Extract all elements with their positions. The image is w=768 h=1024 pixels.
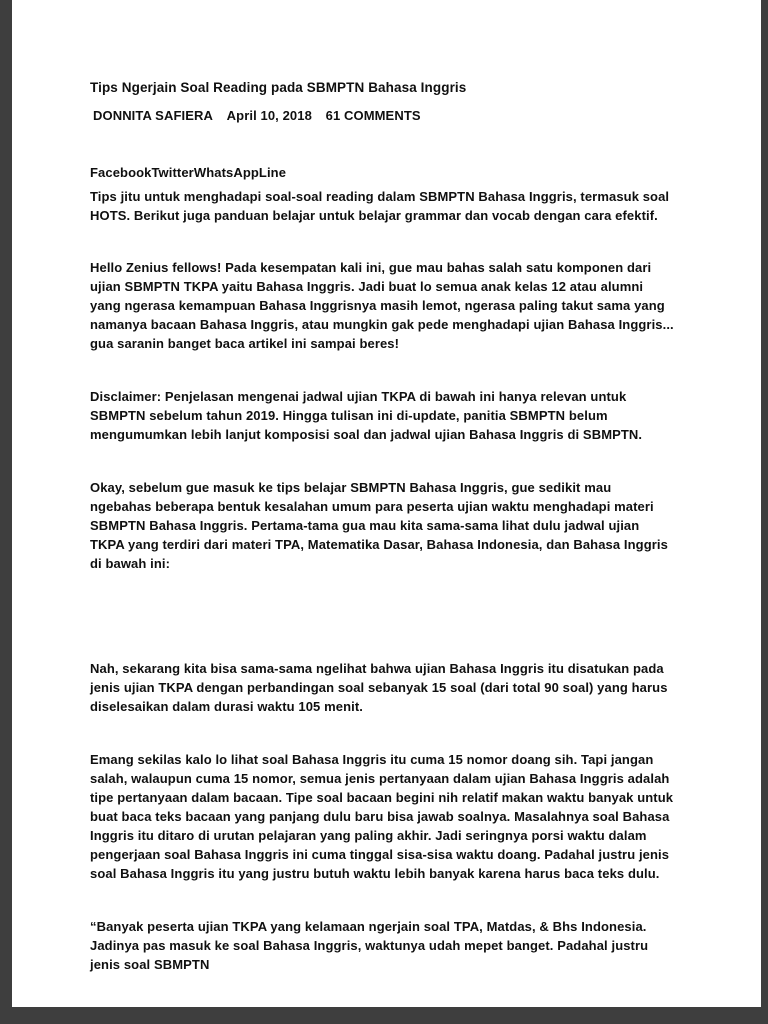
share-twitter-link[interactable]: Twitter [151,165,194,180]
document-content [12,0,761,974]
article-title: Tips Ngerjain Soal Reading pada SBMPTN Bahasa Inggris [90,80,467,95]
author-name: DONNITA SAFIERA [93,108,213,123]
article-paragraph-disclaimer: Disclaimer: Penjelasan mengenai jadwal ujian TKPA di bawah ini hanya relevan untuk SBMPTN sebelum tahun 2019. Hingga tulisan ini di-update, panitia SBMPTN belum mengumumkan lebih lanjut komposisi soal dan jadwal ujian Bahasa Inggris di SBMPTN. [90,389,643,442]
article-paragraph-nah: Nah, sekarang kita bisa sama-sama ngelihat bahwa ujian Bahasa Inggris itu disatukan pada jenis ujian TKPA dengan perbandingan soal sebanyak 15 soal (dari total 90 soal) yang harus diselesaikan dalam durasi waktu 105 menit. [90,661,668,714]
document-page [12,0,761,1007]
article-paragraph-quote: “Banyak peserta ujian TKPA yang kelamaan ngerjain soal TPA, Matdas, & Bhs Indonesia. Jadinya pas masuk ke soal Bahasa Inggris, waktunya udah mepet banget. Padahal justru jenis soal SBMPTN [90,919,649,972]
article-paragraph-okay: Okay, sebelum gue masuk ke tips belajar SBMPTN Bahasa Inggris, gue sedikit mau ngebahas beberapa bentuk kesalahan umum para peserta ujian waktu menghadapi materi SBMPTN Bahasa Inggris. Pertama-tama gua mau kita sama-sama lihat dulu jadwal ujian TKPA yang terdiri dari materi TPA, Matematika Dasar, Bahasa Indonesia, dan Bahasa Inggris di bawah ini: [90,480,668,571]
article-body [90,187,675,974]
comments-count: 61 COMMENTS [325,108,421,123]
article-paragraph-hello: Hello Zenius fellows! Pada kesempatan kali ini, gue mau bahas salah satu komponen dari ujian SBMPTN TKPA yaitu Bahasa Inggris. Jadi buat lo semua anak kelas 12 atau alumni yang ngerasa kemampuan Bahasa Inggrisnya masih lemot, ngerasa paling takut sama yang namanya bacaan Bahasa Inggris, atau mungkin gak pede menghadapi ujian Bahasa Inggris... gua saranin banget baca artikel ini sampai beres! [90,260,674,351]
article-paragraph-emang: Emang sekilas kalo lo lihat soal Bahasa Inggris itu cuma 15 nomor doang sih. Tapi jangan salah, walaupun cuma 15 nomor, semua jenis pertanyaan dalam ujian Bahasa Inggris adalah tipe pertanyaan dalam bacaan. Tipe soal bacaan begini nih relatif makan waktu banyak untuk buat baca teks bacaan yang panjang dulu baru bisa jawab soalnya. Masalahnya soal Bahasa Inggris itu ditaro di urutan pelajaran yang paling akhir. Jadi seringnya porsi waktu dalam pengerjaan soal Bahasa Inggris ini cuma tinggal sisa-sisa waktu doang. Padahal justru jenis soal Bahasa Inggris itu yang justru butuh waktu lebih banyak karena harus baca teks dulu. [90,752,674,881]
publish-date: April 10, 2018 [226,108,312,123]
share-whatsapp-link[interactable]: WhatsApp [193,165,259,180]
share-line-link[interactable]: Line [258,165,287,180]
share-facebook-link[interactable]: Facebook [90,165,152,180]
share-bar [90,163,675,182]
image-placeholder [90,607,675,659]
article-paragraph-intro: Tips jitu untuk menghadapi soal-soal reading dalam SBMPTN Bahasa Inggris, termasuk soal HOTS. Berikut juga panduan belajar untuk belajar grammar dan vocab dengan cara efektif. [90,189,670,223]
byline [90,106,675,125]
